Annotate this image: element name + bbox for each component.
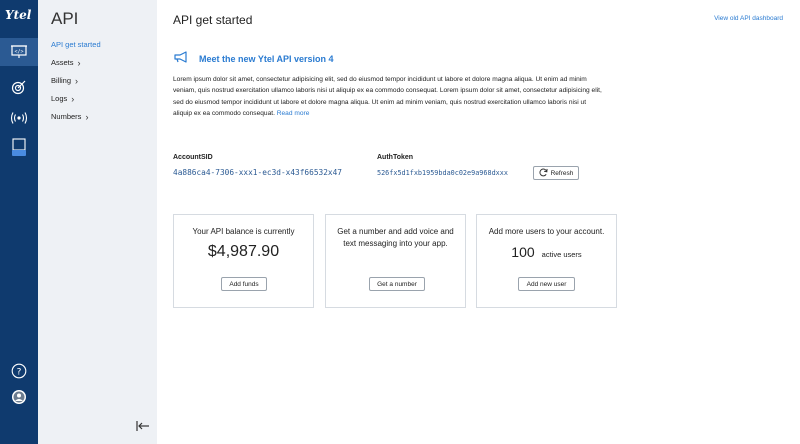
chevron-right-icon: › xyxy=(71,93,75,104)
read-more-link[interactable]: Read more xyxy=(276,110,310,118)
balance-value: $4,987.90 xyxy=(207,243,280,260)
active-users-label: active users xyxy=(541,250,582,259)
rail-item-account[interactable] xyxy=(0,383,38,411)
account-sid-label: AccountSID xyxy=(173,154,213,161)
add-new-user-label: Add new user xyxy=(526,280,567,288)
add-new-user-button[interactable] xyxy=(518,277,575,291)
sidebar-item-label: API get started xyxy=(51,40,101,49)
sidebar-item-label: Billing xyxy=(51,76,72,85)
get-number-card xyxy=(325,214,466,308)
announcement-header xyxy=(173,50,334,68)
rail-item-target[interactable] xyxy=(0,73,38,101)
add-funds-label: Add funds xyxy=(229,280,259,288)
users-text: Add more users to your account. xyxy=(488,227,605,236)
get-a-number-button[interactable] xyxy=(369,277,425,291)
refresh-label: Refresh xyxy=(550,169,574,177)
get-number-text-line2: text messaging into your app. xyxy=(343,239,448,248)
rail-item-api[interactable] xyxy=(0,38,38,66)
sidebar-item-label: Assets xyxy=(51,58,74,67)
collapse-sidebar-icon xyxy=(136,418,150,435)
collapse-sidebar-button[interactable] xyxy=(136,418,150,436)
broadcast-icon xyxy=(10,110,28,126)
announcement-title: Meet the new Ytel API version 4 xyxy=(199,54,334,64)
refresh-icon xyxy=(539,168,548,179)
sidebar-item-billing[interactable] xyxy=(51,76,78,85)
active-users-count: 100 xyxy=(511,244,535,260)
announcement-text: Lorem ipsum dolor sit amet, consectetur adipisicing elit, sed do eiusmod tempor incididunt ut labore et dolore magna aliqua. Ut enim ad minim veniam, quis nostrud exercitation ullamco laboris nisi ut aliquip ex ea commodo consequat. Lorem ipsum dolor sit amet, consectetur adipisicing elit, sed do eiusmod tempor incididunt ut labore et dolore magna aliqua. Ut enim ad minim veniam, quis nostrud exercitation ullamco laboris nisi ut aliquip ex ea commodo consequat. xyxy=(173,76,602,118)
ytel-logo[interactable]: Ytel xyxy=(5,8,32,22)
balance-card xyxy=(173,214,314,308)
get-a-number-label: Get a number xyxy=(377,280,417,288)
chevron-right-icon: › xyxy=(75,75,79,86)
rail-item-beta[interactable] xyxy=(0,134,38,162)
page-title: API get started xyxy=(173,13,253,27)
active-users-row xyxy=(477,244,616,260)
sidebar-item-assets[interactable] xyxy=(51,58,81,67)
auth-token-label: AuthToken xyxy=(377,154,414,161)
svg-text:</>: </> xyxy=(14,49,24,55)
section-title: API xyxy=(51,9,79,28)
account-sid-value: 4a886ca4-7306-xxx1-ec3d-x43f66532x47 xyxy=(173,168,342,177)
sidebar-item-numbers[interactable] xyxy=(51,112,88,121)
sidebar-item-label: Numbers xyxy=(51,112,82,121)
refresh-button[interactable] xyxy=(533,166,579,180)
api-code-icon xyxy=(10,44,28,60)
rail-item-help[interactable] xyxy=(0,357,38,385)
avatar-icon xyxy=(11,389,27,405)
add-funds-button[interactable] xyxy=(221,277,267,291)
auth-token-value: 526fx5d1fxb1959bda0c02e9a968dxxx xyxy=(377,169,508,177)
view-old-dashboard-link[interactable]: View old API dashboard xyxy=(714,15,783,22)
app-rail xyxy=(0,0,38,444)
balance-text: Your API balance is currently xyxy=(192,227,295,236)
users-card xyxy=(476,214,617,308)
main-content xyxy=(157,0,800,444)
sidebar-item-label: Logs xyxy=(51,94,68,103)
beta-badge-icon xyxy=(10,138,28,158)
announcement-body xyxy=(173,74,603,120)
sidebar-item-logs[interactable] xyxy=(51,94,74,103)
svg-text:?: ? xyxy=(16,367,22,378)
rail-item-broadcast[interactable] xyxy=(0,104,38,132)
get-number-text-line1: Get a number and add voice and xyxy=(337,227,454,236)
chevron-right-icon: › xyxy=(85,111,89,122)
megaphone-icon xyxy=(173,50,189,68)
chevron-right-icon: › xyxy=(77,57,81,68)
section-sidebar xyxy=(38,0,157,444)
sidebar-item-api-get-started[interactable] xyxy=(51,40,101,49)
help-icon xyxy=(11,363,27,379)
target-icon xyxy=(10,79,28,95)
